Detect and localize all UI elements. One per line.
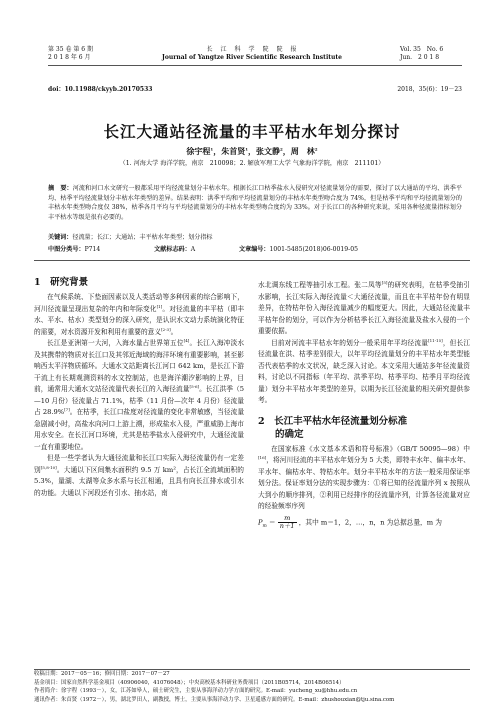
paragraph: [34, 453, 244, 499]
footnote-author: 作者简介：徐宇程（1993－），女，江苏如皋人，硕士研究生，主要从事海洋动力学方面的研究。E-mail：yucheng_xu@hhu.edu.cn: [34, 688, 358, 695]
formula-sub: m: [262, 523, 267, 529]
formula-denominator: n＋1: [279, 521, 295, 530]
section-1-heading: 1 研究背景: [34, 277, 89, 288]
journal-name-en: Journal of Yangtze River Scientific Research Institute: [162, 54, 342, 61]
author-3-mark: 2: [280, 146, 283, 152]
doc-code-label: 文献标志码：: [154, 246, 191, 253]
author-1: 徐宇程: [186, 146, 211, 156]
abstract: [48, 184, 462, 222]
section-2-heading-line1: 2 长江丰平枯水年径流量划分标准: [258, 415, 408, 427]
affiliation: （1. 河海大学 海洋学院，南京 210098；2. 解放军理工大学 气象海洋学院，南京 211101）: [119, 160, 385, 167]
citation-ref: [4]: [183, 337, 190, 343]
article-id-value: 1001-5485(2018)06-0019-05: [269, 246, 358, 253]
text: 。在枯季，长江口盐度对径流量的变化非常敏感，当径流量急剧减小时，高盐水向河口上游上溯，形成盐水入侵，严重威胁上海市用水安全。在长江河口环境，尤其是枯季盐水入侵研究中，大通径流量一直有重要地位。: [34, 408, 245, 451]
keywords-text: 径流量；长江；大通站；丰平枯水年类型；划分指标: [72, 234, 213, 241]
author-sep: ，: [248, 146, 256, 156]
abstract-rule: [34, 260, 470, 261]
section-2-heading: [258, 415, 470, 441]
article-title: 长江大通站径流量的丰平枯水年划分探讨: [103, 122, 401, 141]
abstract-label: 摘 要：: [48, 185, 73, 192]
doc-code-value: A: [190, 246, 196, 253]
text: 长江是亚洲第一大河，入海水量占世界第五位: [47, 339, 184, 347]
date-cn: 2 0 1 8 年 6 月: [48, 54, 91, 61]
text: 。长江入海冲淡水及其携带的物质对长江口及其邻近海域的海洋环境有重要影响，甚至影响西太平洋物质循环。大通水文站距离长江河口 642 km，是长江下游干流上有长期观测资料的水文控制站，也是海洋潮汐影响的上界，目前，通常用大通水文站径流量代表长江的入海径流量: [34, 339, 245, 393]
formula-numerator: m: [278, 515, 297, 523]
citation-ref: [5]: [381, 279, 388, 285]
footnote-corresponding: 通讯作者：朱首贤（1972－），男，湖北罗田人，副教授，博士，主要从事海洋动力学、卫星遥感方面的研究。E-mail：zhushouxian@tju.sina.com: [34, 696, 395, 703]
author-3: 张文静: [256, 146, 280, 156]
header-volume-en: [400, 46, 456, 62]
footnotes: [34, 670, 470, 704]
citation-ref: [16]: [258, 454, 267, 460]
citation-ref: [7]: [64, 406, 70, 412]
author-sep: ，: [282, 146, 291, 156]
section-2-heading-line2: 的确定: [275, 428, 304, 440]
paragraph: [258, 280, 470, 338]
formula-fraction: [278, 515, 297, 530]
formula-equals: ＝: [268, 518, 276, 526]
citation-ref: [2-3]: [161, 326, 171, 332]
formula-lhs: P: [258, 518, 263, 526]
keywords-label: 关键词：: [48, 234, 73, 241]
text: 在气候系统、下垫面因素以及人类活动等多种因素的综合影响下，河川径流量呈现出复杂的年内和年际变化: [34, 293, 244, 313]
text: ，将河川径流的丰平枯水年划分为 5 大类，即特丰水年、偏丰水年、平水年、偏枯水年、特枯水年。划分丰平枯水年的方法一般采用保证率划分法。保证率划分法的实现步骤为：①将已知的径流量序列 x 按照从大到小的顺序排列，②利用已经排序的径流量序列，计算各径流量对应的经验频率序列: [258, 456, 470, 510]
text: 目前对河流丰平枯水年的划分一般采用年平均径流量: [271, 338, 429, 347]
citation-ref: [11-15]: [428, 337, 443, 343]
doi: doi：10.11988/ckyyb.20170533: [48, 86, 153, 93]
paragraph: [34, 338, 244, 453]
text: 水北调东线工程等抽引水工程。张二凤等: [258, 281, 382, 289]
volume-en: Vol. 35 No. 6: [400, 46, 444, 53]
author-1-mark: 1: [210, 146, 214, 152]
author-4-mark: 2: [314, 146, 318, 152]
abstract-text: 河流和河口水文研究一般都采用平均径流量划分丰枯水年。根据长江口枯季盐水入侵研究对径流量划分的需要，探讨了以大通站的平均、洪季平均、枯季平均径流量划分丰枯水年类型的差异。结果表明：洪季平均和平均径流量划分的丰枯水年类型吻合度为 74%，但是枯季平均和平均径流量划分的丰枯水年类型吻合度仅 38%，枯季各月平均与平均径流量划分的丰枯水年类型吻合度约为 33%。对于长江口的各种研究来说，采用各种径流量指标划分丰平枯水等级是很有必要的。: [48, 185, 463, 221]
footnote-funding: 基金项目：国家自然科学基金项目（40906040，41076048）；中央高校基本科研业务费项目（2011B05714，2014B06514）: [34, 679, 345, 686]
text: 在国家标准《水文基本术语和符号标准》（GB/T 50095—98）中: [271, 444, 470, 453]
citation-ref: [5-6]: [189, 383, 200, 389]
volume-cn: 第 35 卷 第 6 期: [48, 46, 93, 53]
text: 。对径流量的丰平枯（即丰水、平水、枯水）类型划分的深入研究，是认识水文动力系统演化特征的需要，对水资源开发和利用有重要的意义: [34, 304, 245, 336]
author-2-mark: 1: [245, 146, 248, 152]
text: 。长江洪季（5—10 月份）径流量占 71.1%，枯季（11 月份—次年 4 月份）径流量占 28.9%: [34, 385, 244, 416]
right-column: [258, 280, 470, 532]
text: 的研究表明，在枯季受抽引水影响，长江实际入海径流量＜大通径流量，而且在丰平枯年份有明显差异，在特枯年份入海径流量减少的幅度更大。因此，大通站径流量丰平枯年份的划分，可以作为分析枯季长江入海径流量及盐水入侵的一个重要依据。: [258, 281, 470, 335]
article-id-label: 文章编号：: [239, 246, 270, 253]
citation: 2018，35(6)：19－23: [397, 86, 462, 93]
citation-ref: [5,8-10]: [40, 464, 57, 470]
citation-ref: [1]: [156, 303, 163, 309]
clc-label: 中图分类号：: [48, 246, 85, 253]
text: 。: [170, 327, 178, 336]
author-2: 朱首贤: [221, 146, 246, 156]
date-en: Jun. 2 0 1 8: [400, 54, 440, 61]
paragraph: [258, 444, 470, 513]
author-4: 周 林: [290, 146, 315, 156]
clc-value: P714: [84, 246, 101, 253]
paragraph: [34, 292, 244, 338]
classification-line: [48, 244, 462, 253]
header-rule: [48, 65, 462, 66]
left-column: [34, 292, 244, 499]
journal-name-cn: 长 江 科 学 院 院 报: [206, 46, 298, 53]
formula-tail: ，其中 m＝1，2，…，n，n 为总据总量，m 为: [298, 518, 442, 526]
text: 但是一些学者认为大通径流量和长江口实际入海径流量仍有一定差别: [34, 454, 244, 474]
footnote-received: 收稿日期：2017－05－16；修回日期：2017－07－27: [34, 671, 170, 677]
author-list: [0, 146, 504, 157]
formula-line: [258, 515, 470, 532]
author-sep: ，: [213, 146, 222, 156]
paragraph: [258, 338, 470, 407]
text: 。大通以下区间集水面积约 9.5 万 km²，占长江全流域面积的 5.3%，量湖、太湖等众多水系与长江相通，且具有向长江排水或引水的功能。大通以下河段还有引水、抽水站，南: [34, 465, 244, 497]
text: ，但长江径流量在洪、枯季差别很大，以年平均径流量划分的丰平枯水年类型能否代表枯季的水文状况，缺乏深入讨论。本文采用大通站多年径流量资料，讨论以不同指标（年平均、洪季平均、枯季平均、枯季月平均径流量）划分丰平枯水年类型的差异，以期为长江径流量的相关研究提供参考。: [258, 338, 471, 404]
keywords: [48, 232, 462, 241]
